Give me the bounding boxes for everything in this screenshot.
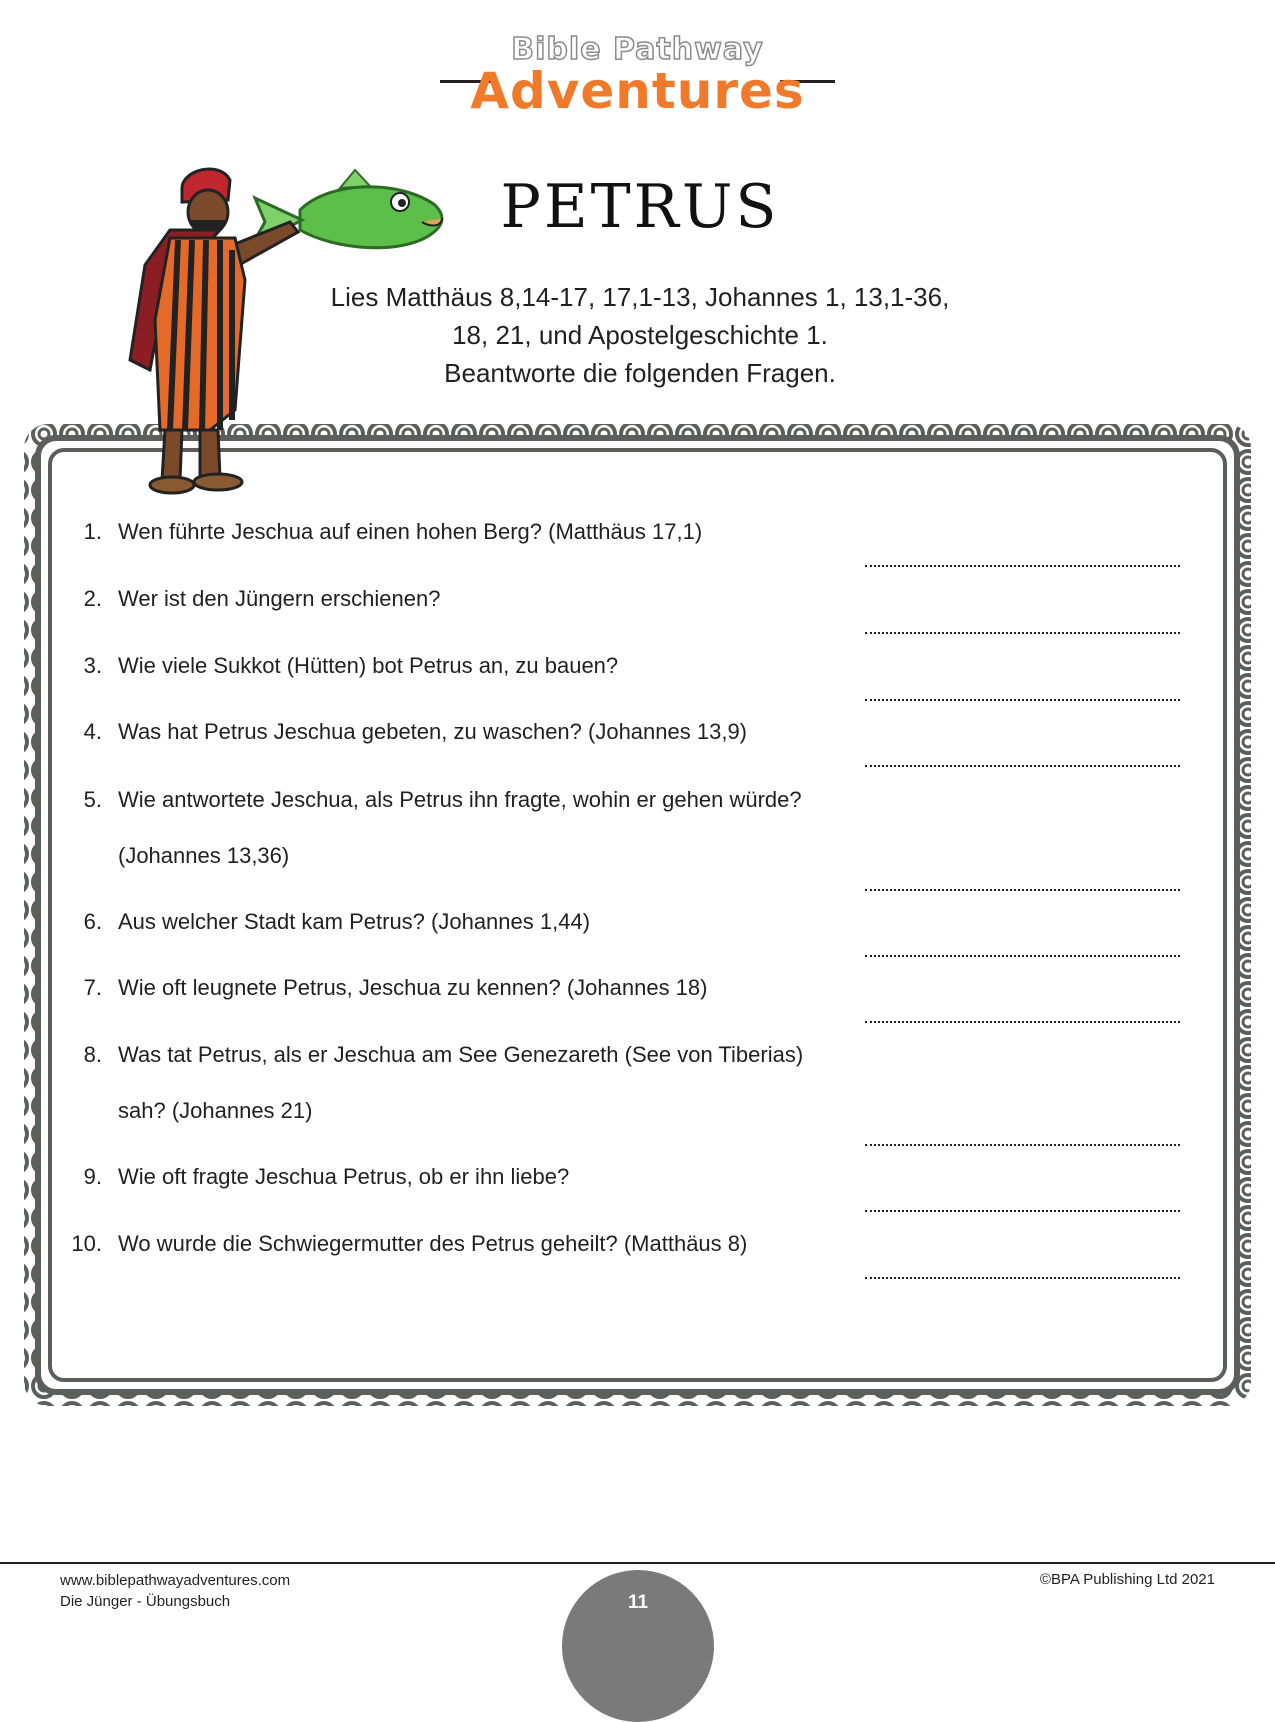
footer-copyright: ©BPA Publishing Ltd 2021 [1039,1571,1215,1588]
answer-line[interactable] [865,632,1180,634]
peter-with-fish-illustration [70,160,480,520]
question-text: Wen führte Jeschua auf einen hohen Berg? (Matthäus 17,1) [118,519,703,544]
question-number: 4. [83,719,102,744]
question-text: Wo wurde die Schwiegermutter des Petrus geheilt? (Matthäus 8) [118,1231,748,1256]
answer-line[interactable] [865,699,1180,701]
question-number: 9. [83,1164,102,1189]
instructions-line-2: 18, 21, und Apostelgeschichte 1. [452,320,828,350]
answer-line[interactable] [865,1021,1180,1023]
question-number: 8. [83,1042,102,1067]
question-text: Wie antwortete Jeschua, als Petrus ihn fragte, wohin er gehen würde? [118,787,802,812]
answer-line[interactable] [865,889,1180,891]
question-number: 10. [71,1231,102,1256]
logo-top-text: Bible Pathway [511,32,764,67]
instructions-line-1: Lies Matthäus 8,14-17, 17,1-13, Johannes 1, 13,1-36, [330,282,950,312]
question-text: Wer ist den Jüngern erschienen? [118,586,441,611]
question-text-continued: (Johannes 13,36) [118,843,290,868]
question-text: Was hat Petrus Jeschua gebeten, zu waschen? (Johannes 13,9) [118,719,748,744]
instructions-line-3: Beantworte die folgenden Fragen. [444,358,836,388]
question-number: 5. [83,787,102,812]
answer-line[interactable] [865,1277,1180,1279]
question-text: Wie viele Sukkot (Hütten) bot Petrus an, zu bauen? [118,653,619,678]
question-text: Wie oft fragte Jeschua Petrus, ob er ihn liebe? [118,1164,570,1189]
question-number: 2. [83,586,102,611]
footer-book-title: Die Jünger - Übungsbuch [60,1593,231,1610]
question-text: Was tat Petrus, als er Jeschua am See Genezareth (See von Tiberias) [118,1042,804,1067]
answer-line[interactable] [865,1210,1180,1212]
question-text: Aus welcher Stadt kam Petrus? (Johannes 1,44) [118,909,591,934]
footer-rule [0,1562,1275,1564]
question-number: 6. [83,909,102,934]
answer-line[interactable] [865,765,1180,767]
logo-main-text: Adventures [470,62,805,120]
page-number: 11 [627,1592,649,1613]
answer-line[interactable] [865,1144,1180,1146]
question-text: Wie oft leugnete Petrus, Jeschua zu kennen? (Johannes 18) [118,975,708,1000]
question-number: 3. [83,653,102,678]
question-number: 7. [83,975,102,1000]
page-title: PETRUS [500,172,780,242]
footer-website: www.biblepathwayadventures.com [60,1572,291,1589]
footer-left [60,1570,290,1612]
answer-line[interactable] [865,955,1180,957]
answer-line[interactable] [865,565,1180,567]
question-number: 1. [83,519,102,544]
question-text-continued: sah? (Johannes 21) [118,1098,313,1123]
